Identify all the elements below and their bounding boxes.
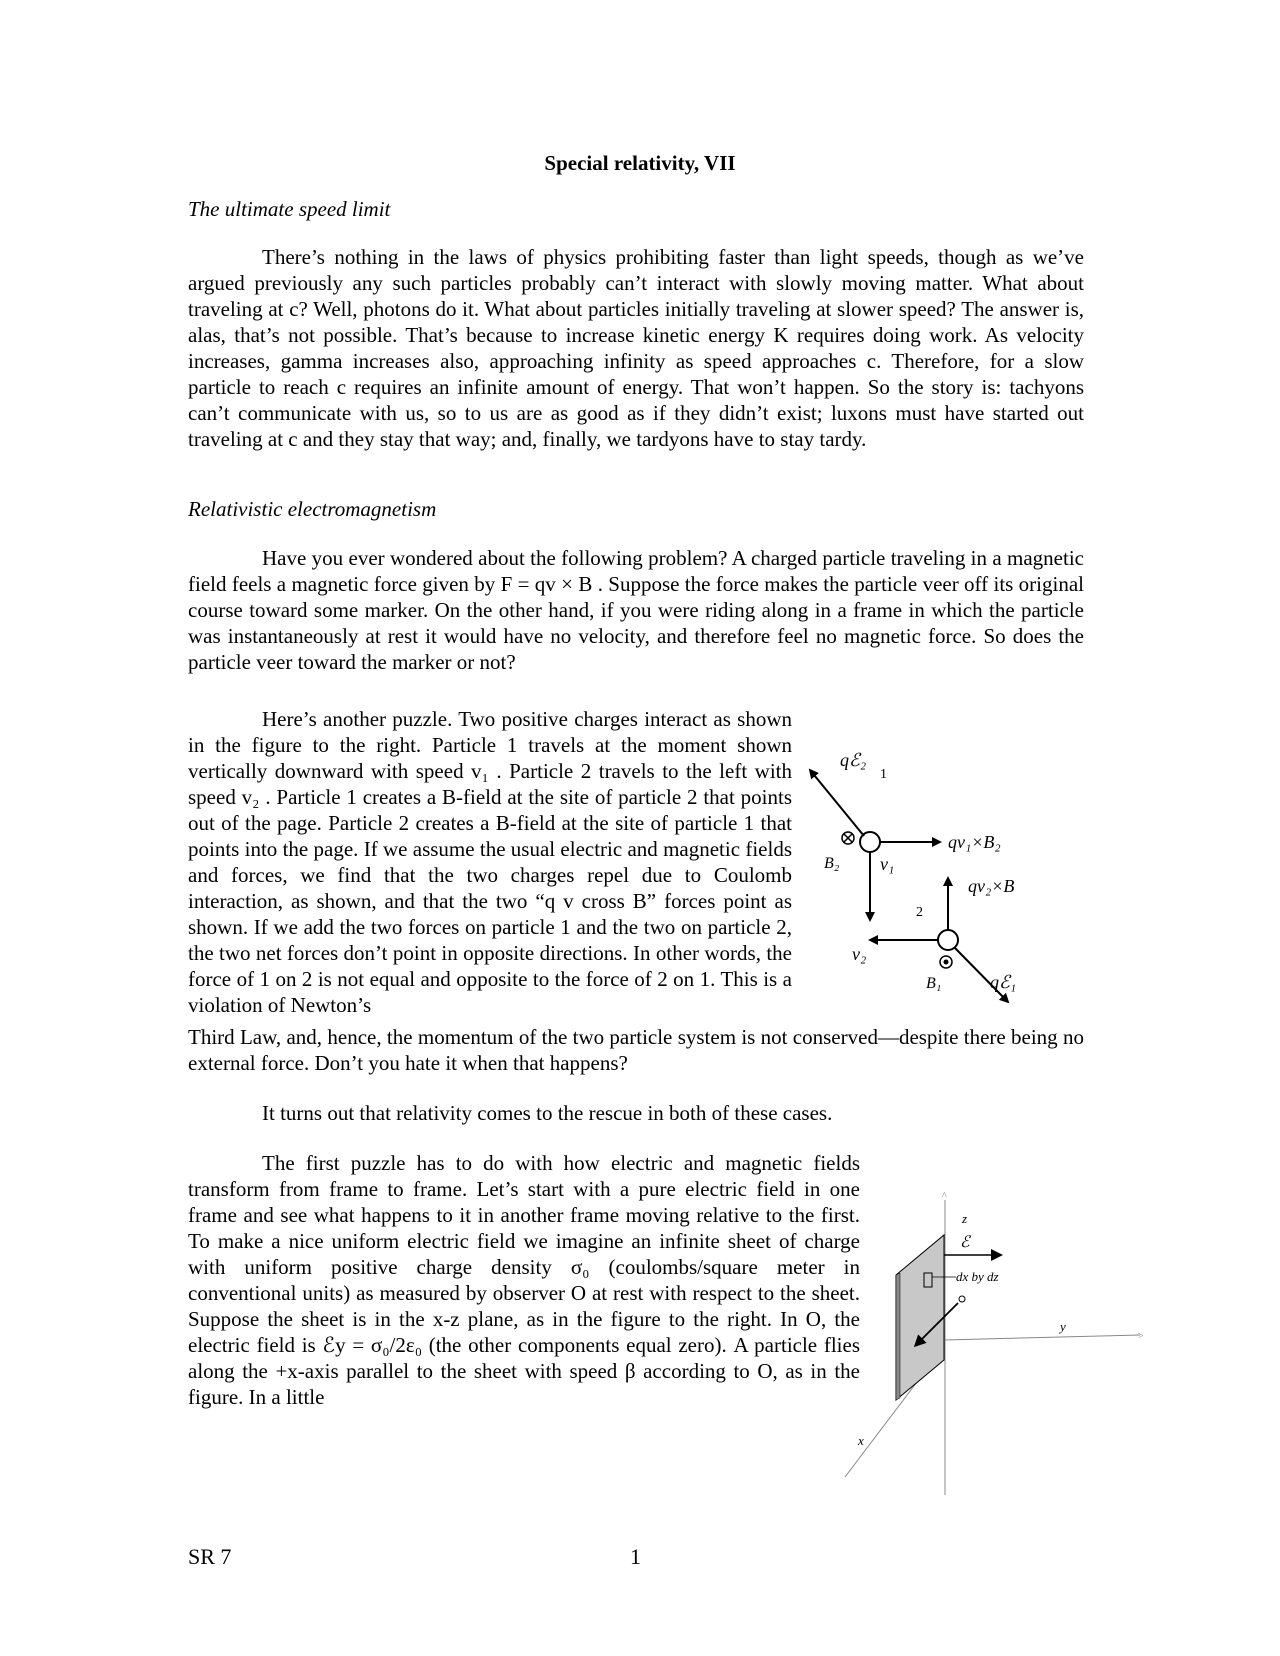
svg-text:>: > bbox=[1138, 1331, 1144, 1342]
label-qv1B2: qv₁×B₂ bbox=[948, 832, 1001, 852]
label-B1: B₁ bbox=[926, 975, 942, 992]
label-x: x bbox=[858, 1433, 864, 1448]
label-z: z bbox=[962, 1211, 968, 1226]
particle-2-circle bbox=[938, 930, 958, 950]
paragraph-speed-limit bbox=[188, 244, 1084, 452]
charge-sheet bbox=[896, 1235, 944, 1400]
paragraph-text: There’s nothing in the laws of physics prohibiting faster than light speeds, though as we’ve argued previously any such particles probably can’t interact with slowly moving matter. What about traveling at c? Well, photons do it. What about particles initially traveling at slower speed? The answer is, alas, that’s not possible. That’s because to increase kinetic energy K requires doing work. As velocity increases, gamma increases also, approaching infinity as speed approaches c. Therefore, for a slow particle to reach c requires an infinite amount of energy. That won’t happen. So the story is: tachyons can’t communicate with us, so to us are as good as if they didn’t exist; luxons must have started out traveling at c and they stay that way; and, finally, we tardyons have to stay tardy. bbox=[188, 245, 1084, 451]
paragraph-text: Have you ever wondered about the following problem? A charged particle traveling in a magnetic field feels a magnetic force given by F = qv × B . Suppose the force makes the particle veer off its original course toward some marker. On the other hand, if you were riding along in a frame in which the particle was instantaneously at rest it would have no velocity, and therefore feel no magnetic force. So does the particle veer toward the marker or not? bbox=[188, 546, 1084, 674]
paragraph-rescue bbox=[188, 1100, 1084, 1126]
section-heading-electromagnetism: Relativistic electromagnetism bbox=[188, 497, 437, 521]
particle-dot bbox=[959, 1296, 965, 1302]
section-heading-speed-limit: The ultimate speed limit bbox=[188, 197, 391, 221]
arrow-qE2 bbox=[810, 770, 864, 836]
y-axis bbox=[945, 1335, 1140, 1340]
page-title: Special relativity, VII bbox=[544, 151, 736, 175]
label-1: 1 bbox=[880, 767, 887, 782]
paragraph-text: Here’s another puzzle. Two positive charges interact as shown in the figure to the right. Particle 1 travels at the moment shown vertically downward with speed v₁ . Particle 2 travels to the left with speed v₂ . Particle 1 creates a B-field at the site of particle 2 that points out of the page. Particle 2 creates a B-field at the site of particle 1 that points into the page. If we assume the usual electric and magnetic fields and forces, we find that the two charges repel due to Coulomb interaction, as shown, and that the two “q v cross B” forces point as shown. If we add the two forces on particle 1 and the two on particle 2, the two net forces don’t point in opposite directions. In other words, the force of 1 on 2 is not equal and opposite to the force of 2 on 1. This is a violation of Newton’s bbox=[188, 707, 792, 1017]
figure-charged-sheet bbox=[858, 1191, 1150, 1525]
label-qv2B: qv₂×B bbox=[968, 876, 1015, 896]
page-number: 1 bbox=[630, 1544, 641, 1569]
label-B2: B₂ bbox=[824, 855, 840, 872]
paragraph-text: It turns out that relativity comes to the rescue in both of these cases. bbox=[262, 1101, 833, 1125]
label-v2: v₂ bbox=[852, 944, 867, 964]
paragraph-newton-puzzle bbox=[188, 706, 792, 1018]
label-2: 2 bbox=[916, 905, 923, 920]
label-E: ℰ bbox=[960, 1234, 970, 1251]
label-v1: v₁ bbox=[880, 854, 895, 874]
label-y: y bbox=[1060, 1319, 1066, 1334]
paragraph-field-transform bbox=[188, 1150, 860, 1410]
label-dxdz: dx by dz bbox=[956, 1269, 999, 1284]
paragraph-text: The first puzzle has to do with how electric and magnetic fields transform from frame to frame. Let’s start with a pure electric field in one frame and see what happens to it in another frame moving relative to the first. To make a nice uniform electric field we imagine an infinite sheet of charge with uniform positive charge density σ₀ (coulombs/square meter in conventional units) as measured by observer O at rest with respect to the sheet. Suppose the sheet is in the x-z plane, as in the figure to the right. In O, the electric field is ℰy = σ₀/2ε₀ (the other components equal zero). A particle flies along the +x-axis parallel to the sheet with speed β according to O, as in the figure. In a little bbox=[188, 1151, 860, 1409]
label-qE2: qℰ₂ bbox=[840, 750, 867, 770]
paragraph-text: Third Law, and, hence, the momentum of the two particle system is not conserved—despite there being no external force. Don’t you hate it when that happens? bbox=[188, 1025, 1084, 1075]
figure-two-charges bbox=[824, 750, 1090, 1060]
paragraph-magnetic-puzzle bbox=[188, 545, 1084, 675]
footer-label: SR 7 bbox=[188, 1544, 232, 1569]
svg-text:^: ^ bbox=[942, 1191, 947, 1202]
label-qE1: qℰ₁ bbox=[990, 972, 1017, 992]
